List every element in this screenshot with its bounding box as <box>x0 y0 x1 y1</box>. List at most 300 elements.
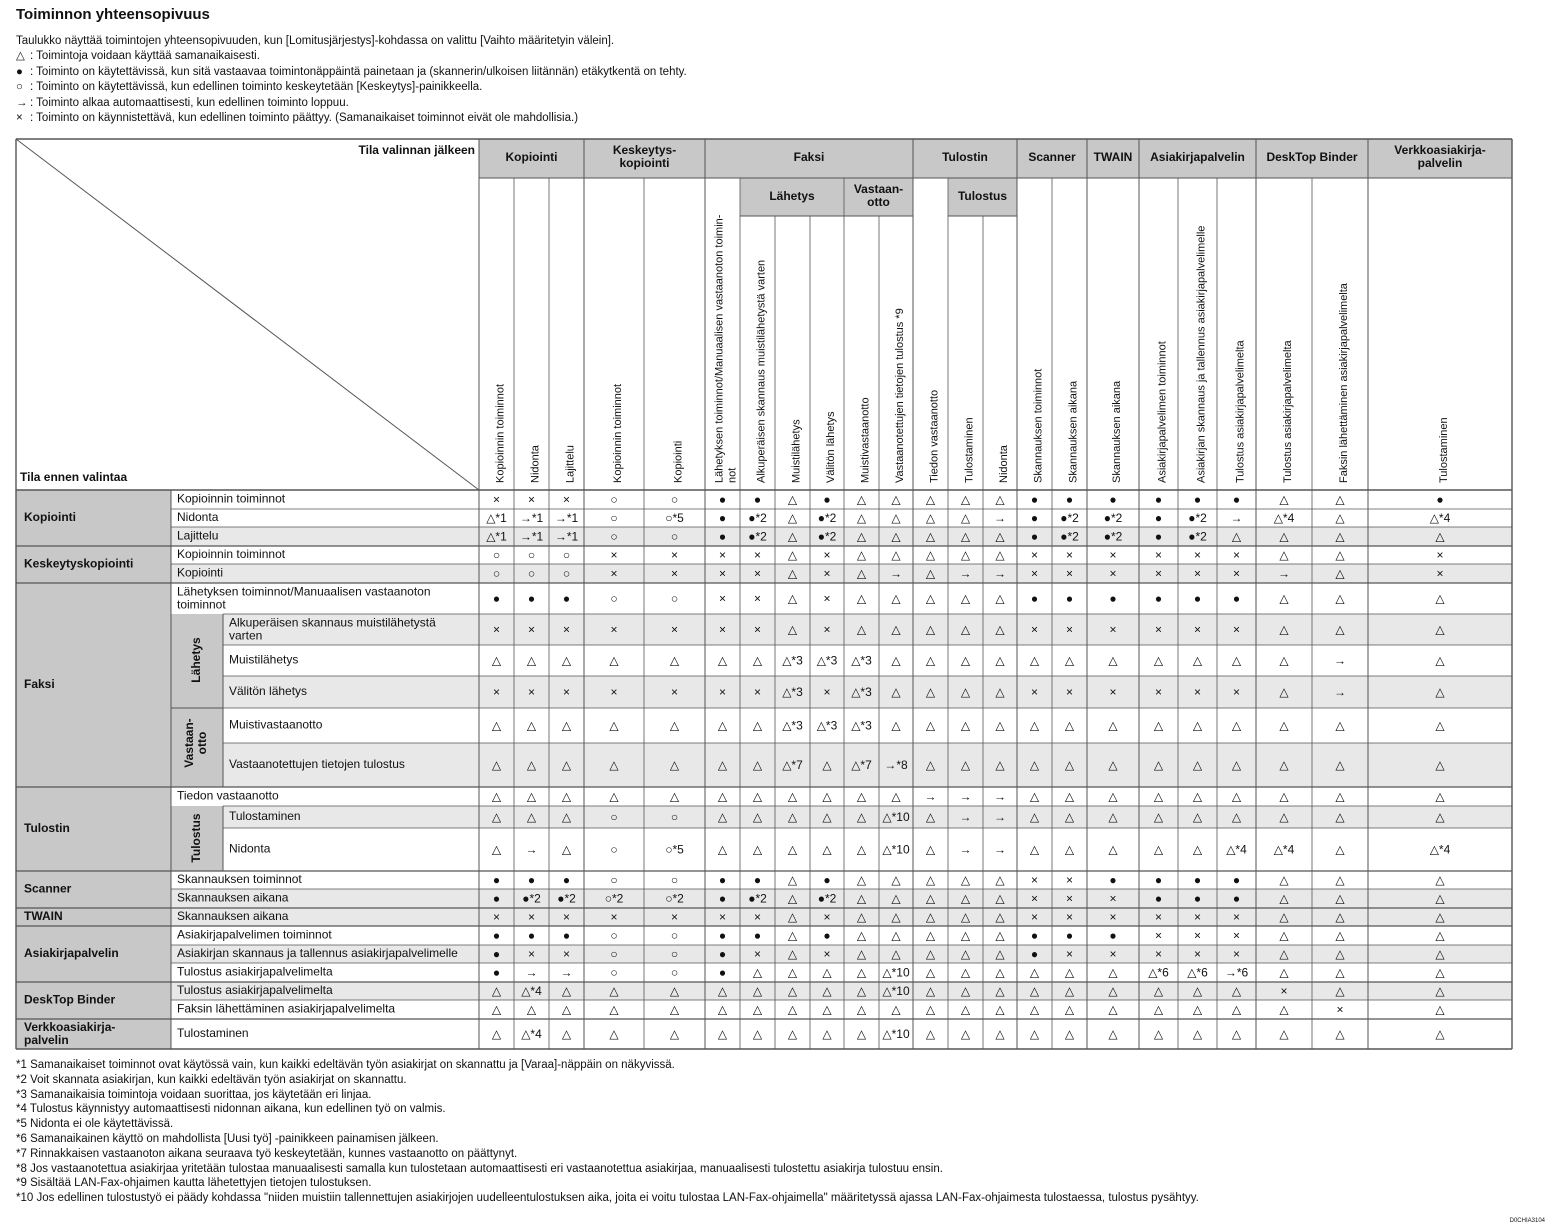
compat-cell: × <box>1065 548 1074 563</box>
compat-cell: ● <box>1154 591 1163 606</box>
row-group-label: Faksi <box>24 677 55 692</box>
column-subgroup-header: otto <box>867 195 890 210</box>
compat-cell: ● <box>527 873 536 888</box>
compat-cell: × <box>527 622 536 637</box>
compat-cell: ● <box>718 965 727 980</box>
compat-cell: △ <box>995 758 1005 773</box>
compat-cell: △ <box>891 622 901 637</box>
row-label: Skannauksen aikana <box>177 890 289 905</box>
row-label: Muistilähetys <box>229 652 299 667</box>
compat-cell: △ <box>491 984 502 999</box>
compat-cell: △ <box>925 842 936 857</box>
compat-cell: ○ <box>610 511 618 526</box>
compat-cell: × <box>1193 566 1202 581</box>
compat-cell: △ <box>925 928 936 943</box>
compat-cell: △ <box>1064 718 1075 733</box>
compat-cell: → <box>994 810 1006 825</box>
compat-cell: × <box>718 566 727 581</box>
row-group-label: Scanner <box>24 881 72 896</box>
compat-cell: △ <box>1279 492 1289 507</box>
compat-cell: ●*2 <box>1103 529 1123 544</box>
compat-cell: △ <box>1435 789 1445 804</box>
compat-cell: △ <box>717 842 728 857</box>
row-label: Alkuperäisen skannaus muistilähetystä <box>229 615 436 630</box>
compat-cell: △ <box>1231 1027 1242 1042</box>
compat-cell: △ <box>856 591 867 606</box>
compat-cell: ●*2 <box>748 511 767 526</box>
compat-cell: △ <box>717 1027 728 1042</box>
compat-cell: △ <box>491 718 502 733</box>
footnote: *5 Nidonta ei ole käytettävissä. <box>16 1118 174 1131</box>
compat-cell: △ <box>669 1002 680 1017</box>
compat-cell: △ <box>925 984 936 999</box>
compat-cell: △*10 <box>882 984 910 999</box>
compat-cell: ● <box>527 591 536 606</box>
compat-cell: △ <box>1192 1027 1203 1042</box>
compat-cell: △ <box>1153 1027 1164 1042</box>
compat-cell: × <box>753 622 762 637</box>
compat-cell: △ <box>1153 758 1164 773</box>
row-label: Tulostaminen <box>229 809 301 824</box>
row-group-label: Keskeytyskopiointi <box>24 556 134 571</box>
compat-cell: ● <box>1154 511 1163 526</box>
compat-cell: △ <box>856 873 867 888</box>
compat-cell: ● <box>1109 591 1117 606</box>
footnote: *6 Samanaikainen käyttö on mahdollista [Uusi työ] -painikkeen painamisen jälkeen. <box>16 1132 439 1145</box>
compat-cell: △ <box>1064 1027 1075 1042</box>
compat-cell: ○ <box>562 548 571 563</box>
compat-cell: △*3 <box>851 685 872 700</box>
compat-cell: △ <box>822 984 832 999</box>
column-header: Vastaanotettujen tietojen tulostus *9 <box>893 308 906 483</box>
compat-cell: × <box>823 591 831 606</box>
compat-cell: △ <box>1335 789 1345 804</box>
row-subgroup-label: Vastaan- <box>182 718 197 768</box>
compat-cell: △ <box>491 1027 502 1042</box>
compat-cell: △ <box>960 548 971 563</box>
compat-cell: △ <box>1231 758 1242 773</box>
compat-cell: △ <box>1279 947 1289 962</box>
compat-cell: → <box>1334 653 1346 668</box>
compat-cell: → <box>959 810 972 825</box>
compat-cell: × <box>1154 947 1163 962</box>
compat-cell: ○*5 <box>665 842 684 857</box>
row-label: Tiedon vastaanotto <box>177 788 279 803</box>
row-group-label: DeskTop Binder <box>24 992 116 1007</box>
compat-cell: △ <box>1192 653 1203 668</box>
compat-cell: △ <box>995 1027 1005 1042</box>
row-stripe <box>171 564 1512 583</box>
column-group-header: Verkkoasiakirja- <box>1394 143 1486 158</box>
compat-cell: × <box>1065 566 1074 581</box>
compat-cell: × <box>562 910 571 925</box>
compat-cell: △ <box>995 947 1005 962</box>
row-group-label: Asiakirjapalvelin <box>24 946 119 961</box>
legend-symbol-icon: △ <box>16 50 25 63</box>
compat-cell: △ <box>717 984 728 999</box>
compat-cell: ●*2 <box>748 891 767 906</box>
compat-cell: ● <box>1030 947 1039 962</box>
compat-cell: ● <box>1109 928 1117 943</box>
compat-cell: △ <box>925 566 936 581</box>
compat-cell: △ <box>960 718 971 733</box>
compat-cell: △ <box>1335 984 1345 999</box>
compat-cell: △ <box>1435 758 1445 773</box>
compat-cell: △ <box>891 928 901 943</box>
compat-cell: ●*2 <box>1060 529 1079 544</box>
compat-cell: △ <box>752 653 763 668</box>
compat-cell: × <box>670 685 679 700</box>
compat-cell: △ <box>787 789 798 804</box>
compat-cell: △ <box>609 1027 619 1042</box>
compat-cell: △ <box>1153 1002 1164 1017</box>
compat-cell: → <box>525 842 538 857</box>
compat-cell: △ <box>822 789 832 804</box>
compat-cell: △ <box>891 947 901 962</box>
compat-cell: ● <box>562 591 571 606</box>
row-label: Muistivastaanotto <box>229 717 323 732</box>
compat-cell: ● <box>1154 492 1163 507</box>
compat-cell: △ <box>1029 789 1040 804</box>
compat-cell: ● <box>1154 873 1163 888</box>
compat-cell: × <box>610 548 618 563</box>
column-subgroup-header: Lähetys <box>769 189 815 204</box>
compat-cell: × <box>1193 910 1202 925</box>
column-header: Asiakirjan skannaus ja tallennus asiakirjapalvelimelle <box>1195 225 1208 483</box>
compat-cell: ● <box>1232 591 1241 606</box>
compat-cell: △ <box>787 511 798 526</box>
compat-cell: → <box>560 965 573 980</box>
compat-cell: × <box>1030 622 1039 637</box>
compat-cell: △ <box>752 789 763 804</box>
compat-cell: ○ <box>670 591 679 606</box>
compat-cell: △ <box>491 1002 502 1017</box>
compat-cell: ● <box>1193 591 1202 606</box>
legend-text: : Toiminto alkaa automaattisesti, kun edellinen toiminto loppuu. <box>30 96 349 109</box>
compat-cell: × <box>527 947 536 962</box>
compat-cell: × <box>1193 548 1202 563</box>
compat-cell: × <box>823 548 831 563</box>
compat-cell: ● <box>823 928 831 943</box>
row-group-label: palvelin <box>24 1033 69 1048</box>
compat-cell: ○ <box>610 873 618 888</box>
compat-cell: △ <box>1435 1027 1445 1042</box>
compat-cell: × <box>718 685 727 700</box>
compat-cell: △*10 <box>882 810 910 825</box>
compat-cell: ● <box>1232 891 1241 906</box>
compat-cell: →*6 <box>1224 965 1249 980</box>
row-group-label: TWAIN <box>24 909 63 924</box>
compat-cell: △ <box>856 1027 867 1042</box>
compat-cell: △*3 <box>782 685 803 700</box>
legend-text: : Toimintoja voidaan käyttää samanaikaisesti. <box>30 50 260 63</box>
column-group-header: Kopiointi <box>505 150 558 165</box>
compat-cell: △ <box>717 653 728 668</box>
compat-cell: △*3 <box>851 653 872 668</box>
compat-cell: △ <box>1335 810 1345 825</box>
compat-cell: △ <box>856 965 867 980</box>
compat-cell: ● <box>1154 529 1163 544</box>
compat-cell: ● <box>492 928 501 943</box>
compat-cell: △ <box>1064 758 1075 773</box>
compat-cell: △ <box>960 891 971 906</box>
compat-cell: △ <box>960 965 971 980</box>
compat-cell: △ <box>856 947 867 962</box>
compat-cell: ● <box>1065 591 1074 606</box>
compat-cell: △ <box>856 842 867 857</box>
compat-cell: △ <box>561 1027 572 1042</box>
compat-cell: △ <box>1335 548 1345 563</box>
compat-cell: ○ <box>670 965 679 980</box>
compat-cell: × <box>1030 566 1039 581</box>
compat-cell: × <box>1154 622 1163 637</box>
row-label: Kopiointi <box>177 565 224 580</box>
row-stripe <box>171 908 1512 926</box>
compat-cell: × <box>1193 947 1202 962</box>
compat-cell: △ <box>1029 984 1040 999</box>
compat-cell: △ <box>1029 810 1040 825</box>
compat-cell: △ <box>1153 718 1164 733</box>
compat-cell: × <box>1109 685 1117 700</box>
row-subgroup-label: otto <box>195 731 210 755</box>
compat-cell: ○ <box>527 548 536 563</box>
legend-text: : Toiminto on käytettävissä, kun edellinen toiminto keskeytetään [Keskeytys]-painikkeella. <box>30 81 483 94</box>
intro-text: Taulukko näyttää toimintojen yhteensopivuuden, kun [Lomitusjärjestys]-kohdassa on valittu [Vaihto määritetyin välein]. <box>16 35 615 47</box>
compat-cell: ● <box>492 891 501 906</box>
compat-cell: × <box>823 947 831 962</box>
compat-cell: △ <box>717 810 728 825</box>
compat-cell: △ <box>1153 810 1164 825</box>
compat-cell: ● <box>1030 591 1039 606</box>
compat-cell: ● <box>1030 928 1039 943</box>
compat-cell: × <box>718 591 727 606</box>
compat-cell: × <box>1065 891 1074 906</box>
compat-cell: × <box>1436 548 1444 563</box>
compat-cell: △ <box>752 984 763 999</box>
column-header: Välitön lähetys <box>824 411 837 483</box>
compat-cell: △ <box>787 591 798 606</box>
compat-cell: × <box>1065 873 1074 888</box>
compat-cell: △ <box>925 511 936 526</box>
compat-cell: × <box>1030 910 1039 925</box>
column-header: Skannauksen aikana <box>1110 380 1123 483</box>
compat-cell: △ <box>856 529 867 544</box>
compat-cell: △ <box>752 718 763 733</box>
compat-cell: △ <box>752 1027 763 1042</box>
footnote: *8 Jos vastaanotettua asiakirjaa yritetään tulostaa manuaalisesti samalla kun tulostetaan automaattisesti eri vastaanotettua asiakirjaa, manuaalisesti tulostettu asiakirja tulostuu ensin. <box>16 1162 943 1175</box>
compat-cell: △ <box>1435 685 1445 700</box>
compat-cell: △ <box>856 548 867 563</box>
compat-cell: △ <box>491 758 502 773</box>
compat-cell: × <box>1232 928 1241 943</box>
column-subgroup-header: Vastaan- <box>853 182 904 197</box>
compat-cell: ● <box>718 492 727 507</box>
compat-cell: △ <box>669 718 680 733</box>
compat-cell: △ <box>609 653 619 668</box>
compat-cell: ● <box>492 873 501 888</box>
compat-cell: × <box>753 548 762 563</box>
row-label: toiminnot <box>177 597 226 612</box>
compat-cell: ● <box>823 492 831 507</box>
column-header: Alkuperäisen skannaus muistilähetystä varten <box>755 259 768 483</box>
row-group-bg <box>16 490 171 1049</box>
compat-cell: × <box>753 566 762 581</box>
compat-cell: △ <box>1279 810 1289 825</box>
compat-cell: → <box>994 511 1006 526</box>
compat-cell: × <box>1030 685 1039 700</box>
footnote: *7 Rinnakkaisen vastaanoton aikana seuraava työ keskeytetään, kunnes vastaanotto on päättynyt. <box>16 1147 518 1160</box>
compat-cell: △ <box>960 529 971 544</box>
column-header: Tulostaminen <box>1437 417 1450 483</box>
column-header: Lähetyksen toiminnot/Manuaalisen vastaanoton toimin- <box>713 214 726 483</box>
compat-cell: △ <box>1435 810 1445 825</box>
compat-cell: △ <box>1192 789 1203 804</box>
footnote: *10 Jos edellinen tulostustyö ei päädy kohdassa "niiden muistiin tallennettujen asiakirjojen uudelleentulostuksen aika, joita ei voitu tulostaa LAN-Fax-ohjaimella" määritetyssä ajassa LAN-Fax-ohjaimesta tulostaessa, tulostus pysähtyy. <box>16 1192 1199 1205</box>
column-group-header: Keskeytys- <box>612 143 677 158</box>
compat-cell: △ <box>960 685 971 700</box>
compat-cell: △ <box>609 718 619 733</box>
compat-cell: △ <box>752 810 763 825</box>
compat-cell: × <box>823 685 831 700</box>
compat-cell: △ <box>995 591 1005 606</box>
compat-cell: × <box>753 947 762 962</box>
compat-cell: → <box>525 965 538 980</box>
compat-cell: △ <box>1435 1002 1445 1017</box>
compat-cell: → <box>1278 566 1290 581</box>
compat-cell: × <box>492 622 501 637</box>
compat-cell: △ <box>1279 1027 1289 1042</box>
compat-cell: △*6 <box>1187 965 1208 980</box>
compat-cell: △ <box>1435 910 1445 925</box>
compat-cell: △ <box>1192 984 1203 999</box>
compat-cell: △ <box>856 622 867 637</box>
compat-cell: △ <box>1335 591 1345 606</box>
compat-cell: △ <box>561 653 572 668</box>
column-header: Kopioinnin toiminnot <box>611 383 624 483</box>
column-group-header: Faksi <box>793 150 825 165</box>
row-stripe <box>223 806 1512 828</box>
compat-cell: △ <box>1279 910 1289 925</box>
compat-cell: △ <box>609 1002 619 1017</box>
compat-cell: △ <box>1335 622 1345 637</box>
compat-cell: △ <box>995 653 1005 668</box>
compat-cell: × <box>718 910 727 925</box>
compat-cell: ●*2 <box>748 529 767 544</box>
compat-cell: △ <box>526 718 537 733</box>
compat-cell: △ <box>787 928 798 943</box>
compat-cell: △ <box>526 758 537 773</box>
corner-after-label: Tila valinnan jälkeen <box>358 143 475 158</box>
compat-cell: △ <box>856 789 867 804</box>
compat-cell: ● <box>718 928 727 943</box>
column-header: Muistivastaanotto <box>859 397 872 483</box>
compat-cell: △ <box>822 1002 832 1017</box>
compat-cell: →*1 <box>554 529 579 544</box>
compat-cell: △ <box>891 910 901 925</box>
column-group-header: kopiointi <box>619 156 670 171</box>
compat-cell: △*3 <box>816 653 838 668</box>
compat-cell: △ <box>1279 548 1289 563</box>
row-stripe <box>171 889 1512 908</box>
compat-cell: △ <box>1231 810 1242 825</box>
compat-cell: △ <box>526 810 537 825</box>
compat-cell: △ <box>1108 842 1118 857</box>
column-header: Skannauksen aikana <box>1067 380 1080 483</box>
compat-cell: △ <box>1335 758 1345 773</box>
compat-cell: △ <box>925 548 936 563</box>
compat-cell: △ <box>856 1002 867 1017</box>
compat-cell: ○ <box>670 529 679 544</box>
compat-cell: × <box>670 910 679 925</box>
compat-cell: △ <box>856 511 867 526</box>
compat-cell: △ <box>960 1027 971 1042</box>
compat-cell: △ <box>491 789 502 804</box>
compat-cell: ● <box>1232 873 1241 888</box>
compat-cell: △ <box>995 529 1005 544</box>
compat-cell: △ <box>995 891 1005 906</box>
compat-cell: △ <box>960 591 971 606</box>
compat-cell: × <box>753 685 762 700</box>
compat-cell: △ <box>526 789 537 804</box>
compat-cell: ● <box>1030 511 1039 526</box>
compat-cell: △ <box>960 653 971 668</box>
compat-cell: × <box>718 622 727 637</box>
compat-cell: △ <box>925 591 936 606</box>
compat-cell: →*1 <box>554 511 579 526</box>
column-header: Tulostaminen <box>963 417 976 483</box>
compat-cell: △ <box>1279 685 1289 700</box>
compat-cell: ●*2 <box>817 511 837 526</box>
compat-cell: △ <box>1279 891 1289 906</box>
compat-cell: △ <box>1029 1002 1040 1017</box>
compat-cell: × <box>1232 910 1241 925</box>
compat-cell: △ <box>891 873 901 888</box>
compat-cell: △ <box>787 492 798 507</box>
row-label: Kopioinnin toiminnot <box>177 547 286 562</box>
compat-cell: × <box>1336 1002 1344 1017</box>
compat-cell: △ <box>561 984 572 999</box>
compat-cell: × <box>527 910 536 925</box>
compat-cell: △ <box>960 622 971 637</box>
compat-cell: ○ <box>527 566 536 581</box>
column-header: Lajittelu <box>564 445 577 483</box>
compat-cell: △ <box>1435 591 1445 606</box>
column-group-header: Asiakirjapalvelin <box>1150 150 1245 165</box>
compat-cell: △ <box>1231 529 1242 544</box>
row-label: Tulostaminen <box>177 1026 249 1041</box>
row-label: Faksin lähettäminen asiakirjapalvelimelta <box>177 1001 396 1016</box>
compat-cell: × <box>1232 622 1241 637</box>
compat-cell: ● <box>753 492 762 507</box>
compat-cell: × <box>1436 566 1444 581</box>
compat-cell: △*4 <box>521 984 542 999</box>
compat-cell: △ <box>1231 1002 1242 1017</box>
compat-cell: △ <box>891 548 901 563</box>
compat-cell: ● <box>1193 891 1202 906</box>
compat-cell: △ <box>995 873 1005 888</box>
compat-cell: × <box>562 622 571 637</box>
compat-cell: →*1 <box>519 529 544 544</box>
compat-cell: ● <box>1193 873 1202 888</box>
compat-cell: △ <box>787 842 798 857</box>
compat-cell: → <box>994 842 1006 857</box>
compat-cell: → <box>890 566 902 581</box>
compat-cell: △ <box>561 789 572 804</box>
column-header: not <box>726 467 739 483</box>
compat-cell: × <box>1030 548 1039 563</box>
compat-cell: △ <box>925 891 936 906</box>
compat-cell: △ <box>1435 622 1445 637</box>
